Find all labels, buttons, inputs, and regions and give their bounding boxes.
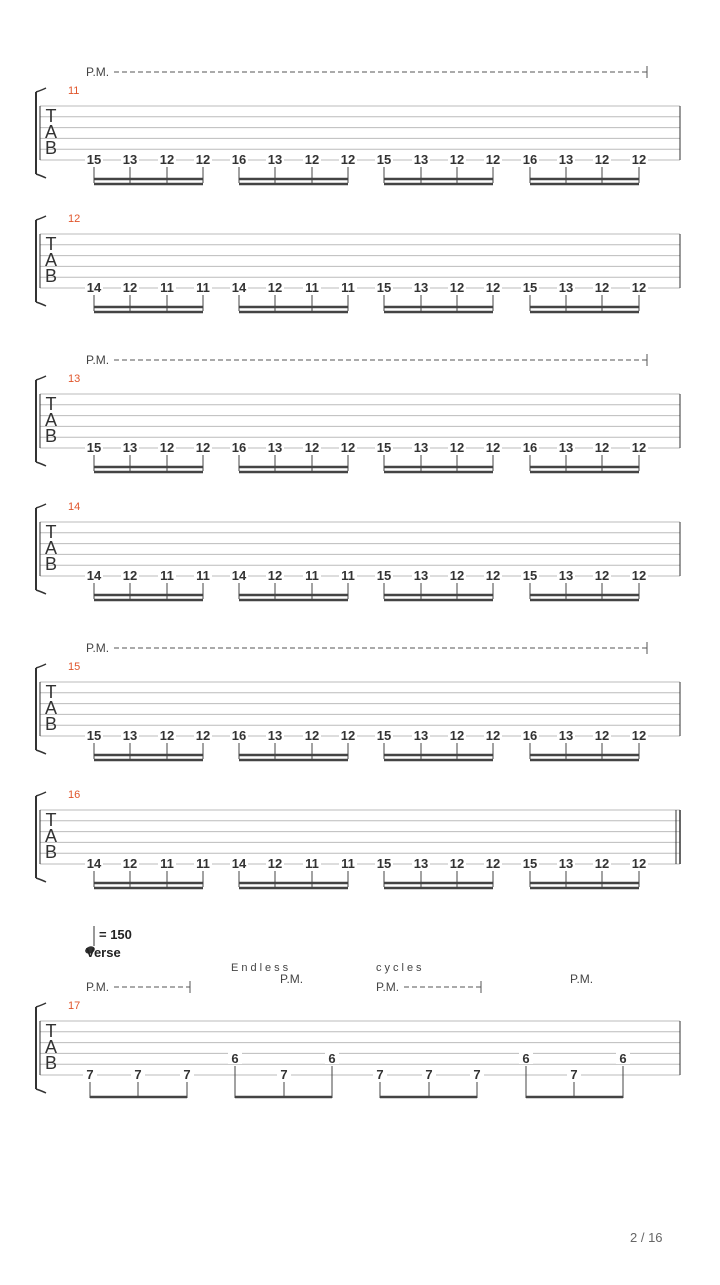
fret-number: 12 xyxy=(485,440,501,455)
tab-clef-letter: T xyxy=(45,522,57,542)
fret-number: 14 xyxy=(86,280,102,295)
fret-number: 16 xyxy=(522,152,538,167)
palm-mute-label: P.M. xyxy=(86,353,110,367)
tab-clef-letter: T xyxy=(45,394,57,414)
fret-number: 7 xyxy=(280,1067,288,1082)
staff-bracket-bottom xyxy=(36,878,46,882)
palm-mute-label: P.M. xyxy=(86,641,110,655)
staff-bracket-top xyxy=(36,664,46,668)
fret-number: 11 xyxy=(196,568,210,583)
tab-clef-letter: B xyxy=(44,714,58,734)
tab-clef-letter: T xyxy=(45,234,57,254)
measure-number: 14 xyxy=(68,501,81,513)
fret-number: 11 xyxy=(196,280,210,295)
tab-clef-letter: B xyxy=(44,1053,58,1073)
tab-clef-letter: T xyxy=(45,810,57,830)
fret-number: 12 xyxy=(594,280,610,295)
fret-number: 16 xyxy=(231,152,247,167)
fret-number: 11 xyxy=(160,280,174,295)
fret-number: 15 xyxy=(376,568,392,583)
fret-number: 12 xyxy=(594,568,610,583)
palm-mute-label: P.M. xyxy=(86,980,110,994)
fret-number: 12 xyxy=(485,728,501,743)
fret-number: 11 xyxy=(305,856,319,871)
fret-number: 15 xyxy=(376,280,392,295)
fret-number: 12 xyxy=(122,568,138,583)
fret-number: 12 xyxy=(449,152,465,167)
fret-number: 13 xyxy=(558,728,574,743)
fret-number: 14 xyxy=(231,280,247,295)
fret-number: 13 xyxy=(413,440,429,455)
tab-clef-letter: B xyxy=(44,426,58,446)
staff-bracket-top xyxy=(36,1003,46,1007)
fret-number: 12 xyxy=(594,440,610,455)
fret-number: 15 xyxy=(376,152,392,167)
staff-bracket-top xyxy=(36,792,46,796)
fret-number: 13 xyxy=(267,728,283,743)
tab-clef-letter: B xyxy=(44,554,58,574)
fret-number: 16 xyxy=(231,728,247,743)
fret-number: 13 xyxy=(413,856,429,871)
fret-number: 13 xyxy=(558,440,574,455)
fret-number: 12 xyxy=(340,440,356,455)
fret-number: 13 xyxy=(122,152,138,167)
fret-number: 6 xyxy=(328,1051,336,1066)
fret-number: 12 xyxy=(304,728,320,743)
fret-number: 12 xyxy=(449,280,465,295)
fret-number: 7 xyxy=(570,1067,578,1082)
fret-number: 13 xyxy=(413,152,429,167)
fret-number: 6 xyxy=(522,1051,530,1066)
fret-number: 12 xyxy=(485,152,501,167)
fret-number: 7 xyxy=(134,1067,142,1082)
staff-bracket-bottom xyxy=(36,1089,46,1093)
fret-number: 12 xyxy=(122,856,138,871)
measure-number: 17 xyxy=(68,1000,81,1012)
fret-number: 12 xyxy=(267,280,283,295)
tab-clef-letter: T xyxy=(45,682,57,702)
staff-bracket-top xyxy=(36,504,46,508)
fret-number: 15 xyxy=(522,856,538,871)
fret-number: 15 xyxy=(376,728,392,743)
fret-number: 13 xyxy=(267,152,283,167)
fret-number: 11 xyxy=(305,568,319,583)
fret-number: 11 xyxy=(341,280,355,295)
fret-number: 15 xyxy=(86,152,102,167)
fret-number: 13 xyxy=(558,856,574,871)
staff-bracket-top xyxy=(36,88,46,92)
fret-number: 12 xyxy=(159,152,175,167)
fret-number: 11 xyxy=(160,568,174,583)
staff-bracket-top xyxy=(36,216,46,220)
fret-number: 12 xyxy=(485,856,501,871)
tab-clef-letter: A xyxy=(44,410,58,430)
lyric: Endless xyxy=(231,962,292,974)
fret-number: 12 xyxy=(631,152,647,167)
fret-number: 13 xyxy=(413,280,429,295)
staff-bracket-bottom xyxy=(36,302,46,306)
fret-number: 12 xyxy=(304,440,320,455)
measure-number: 13 xyxy=(68,373,81,385)
fret-number: 12 xyxy=(631,568,647,583)
palm-mute-label: P.M. xyxy=(570,972,594,986)
fret-number: 6 xyxy=(619,1051,627,1066)
fret-number: 12 xyxy=(267,568,283,583)
fret-number: 7 xyxy=(473,1067,481,1082)
fret-number: 16 xyxy=(231,440,247,455)
fret-number: 7 xyxy=(376,1067,384,1082)
section-label: Verse xyxy=(86,945,121,960)
measure-number: 16 xyxy=(68,789,81,801)
fret-number: 11 xyxy=(341,568,355,583)
measure-number: 11 xyxy=(68,85,80,97)
tab-clef-letter: T xyxy=(45,1021,57,1041)
tempo-marking: = 150 xyxy=(99,927,132,942)
fret-number: 15 xyxy=(522,280,538,295)
fret-number: 15 xyxy=(86,728,102,743)
staff-bracket-bottom xyxy=(36,590,46,594)
fret-number: 12 xyxy=(159,728,175,743)
measure-number: 12 xyxy=(68,213,81,225)
fret-number: 15 xyxy=(376,856,392,871)
fret-number: 13 xyxy=(122,440,138,455)
fret-number: 12 xyxy=(449,728,465,743)
fret-number: 11 xyxy=(160,856,174,871)
fret-number: 12 xyxy=(340,728,356,743)
fret-number: 12 xyxy=(195,440,211,455)
palm-mute-label: P.M. xyxy=(376,980,400,994)
fret-number: 14 xyxy=(86,568,102,583)
fret-number: 15 xyxy=(376,440,392,455)
fret-number: 13 xyxy=(267,440,283,455)
palm-mute-label: P.M. xyxy=(280,972,304,986)
tab-clef-letter: B xyxy=(44,138,58,158)
fret-number: 13 xyxy=(558,568,574,583)
fret-number: 12 xyxy=(594,728,610,743)
fret-number: 12 xyxy=(304,152,320,167)
fret-number: 16 xyxy=(522,728,538,743)
tab-clef-letter: T xyxy=(45,106,57,126)
fret-number: 12 xyxy=(449,440,465,455)
fret-number: 12 xyxy=(122,280,138,295)
fret-number: 11 xyxy=(196,856,210,871)
staff-bracket-bottom xyxy=(36,174,46,178)
fret-number: 16 xyxy=(522,440,538,455)
fret-number: 13 xyxy=(122,728,138,743)
fret-number: 12 xyxy=(485,280,501,295)
fret-number: 13 xyxy=(413,728,429,743)
staff-bracket-bottom xyxy=(36,750,46,754)
tab-clef-letter: A xyxy=(44,122,58,142)
staff-bracket-bottom xyxy=(36,462,46,466)
tab-clef-letter: A xyxy=(44,1037,58,1057)
fret-number: 12 xyxy=(594,856,610,871)
fret-number: 12 xyxy=(485,568,501,583)
staff-bracket-top xyxy=(36,376,46,380)
fret-number: 6 xyxy=(231,1051,239,1066)
fret-number: 12 xyxy=(594,152,610,167)
fret-number: 12 xyxy=(159,440,175,455)
fret-number: 7 xyxy=(86,1067,94,1082)
fret-number: 12 xyxy=(631,280,647,295)
fret-number: 12 xyxy=(195,728,211,743)
fret-number: 12 xyxy=(449,568,465,583)
fret-number: 12 xyxy=(340,152,356,167)
fret-number: 13 xyxy=(413,568,429,583)
palm-mute-label: P.M. xyxy=(86,65,110,79)
fret-number: 12 xyxy=(449,856,465,871)
fret-number: 12 xyxy=(631,440,647,455)
tab-clef-letter: A xyxy=(44,538,58,558)
fret-number: 14 xyxy=(231,856,247,871)
fret-number: 12 xyxy=(631,728,647,743)
fret-number: 15 xyxy=(522,568,538,583)
fret-number: 13 xyxy=(558,152,574,167)
fret-number: 15 xyxy=(86,440,102,455)
fret-number: 7 xyxy=(183,1067,191,1082)
measure-number: 15 xyxy=(68,661,81,673)
fret-number: 12 xyxy=(267,856,283,871)
fret-number: 7 xyxy=(425,1067,433,1082)
tab-clef-letter: B xyxy=(44,842,58,862)
fret-number: 13 xyxy=(558,280,574,295)
tab-clef-letter: B xyxy=(44,266,58,286)
tab-clef-letter: A xyxy=(44,250,58,270)
fret-number: 14 xyxy=(86,856,102,871)
tab-clef-letter: A xyxy=(44,698,58,718)
page-number: 2 / 16 xyxy=(630,1230,663,1245)
fret-number: 12 xyxy=(195,152,211,167)
fret-number: 11 xyxy=(341,856,355,871)
tab-clef-letter: A xyxy=(44,826,58,846)
fret-number: 14 xyxy=(231,568,247,583)
fret-number: 12 xyxy=(631,856,647,871)
lyric: cycles xyxy=(376,962,425,974)
fret-number: 11 xyxy=(305,280,319,295)
